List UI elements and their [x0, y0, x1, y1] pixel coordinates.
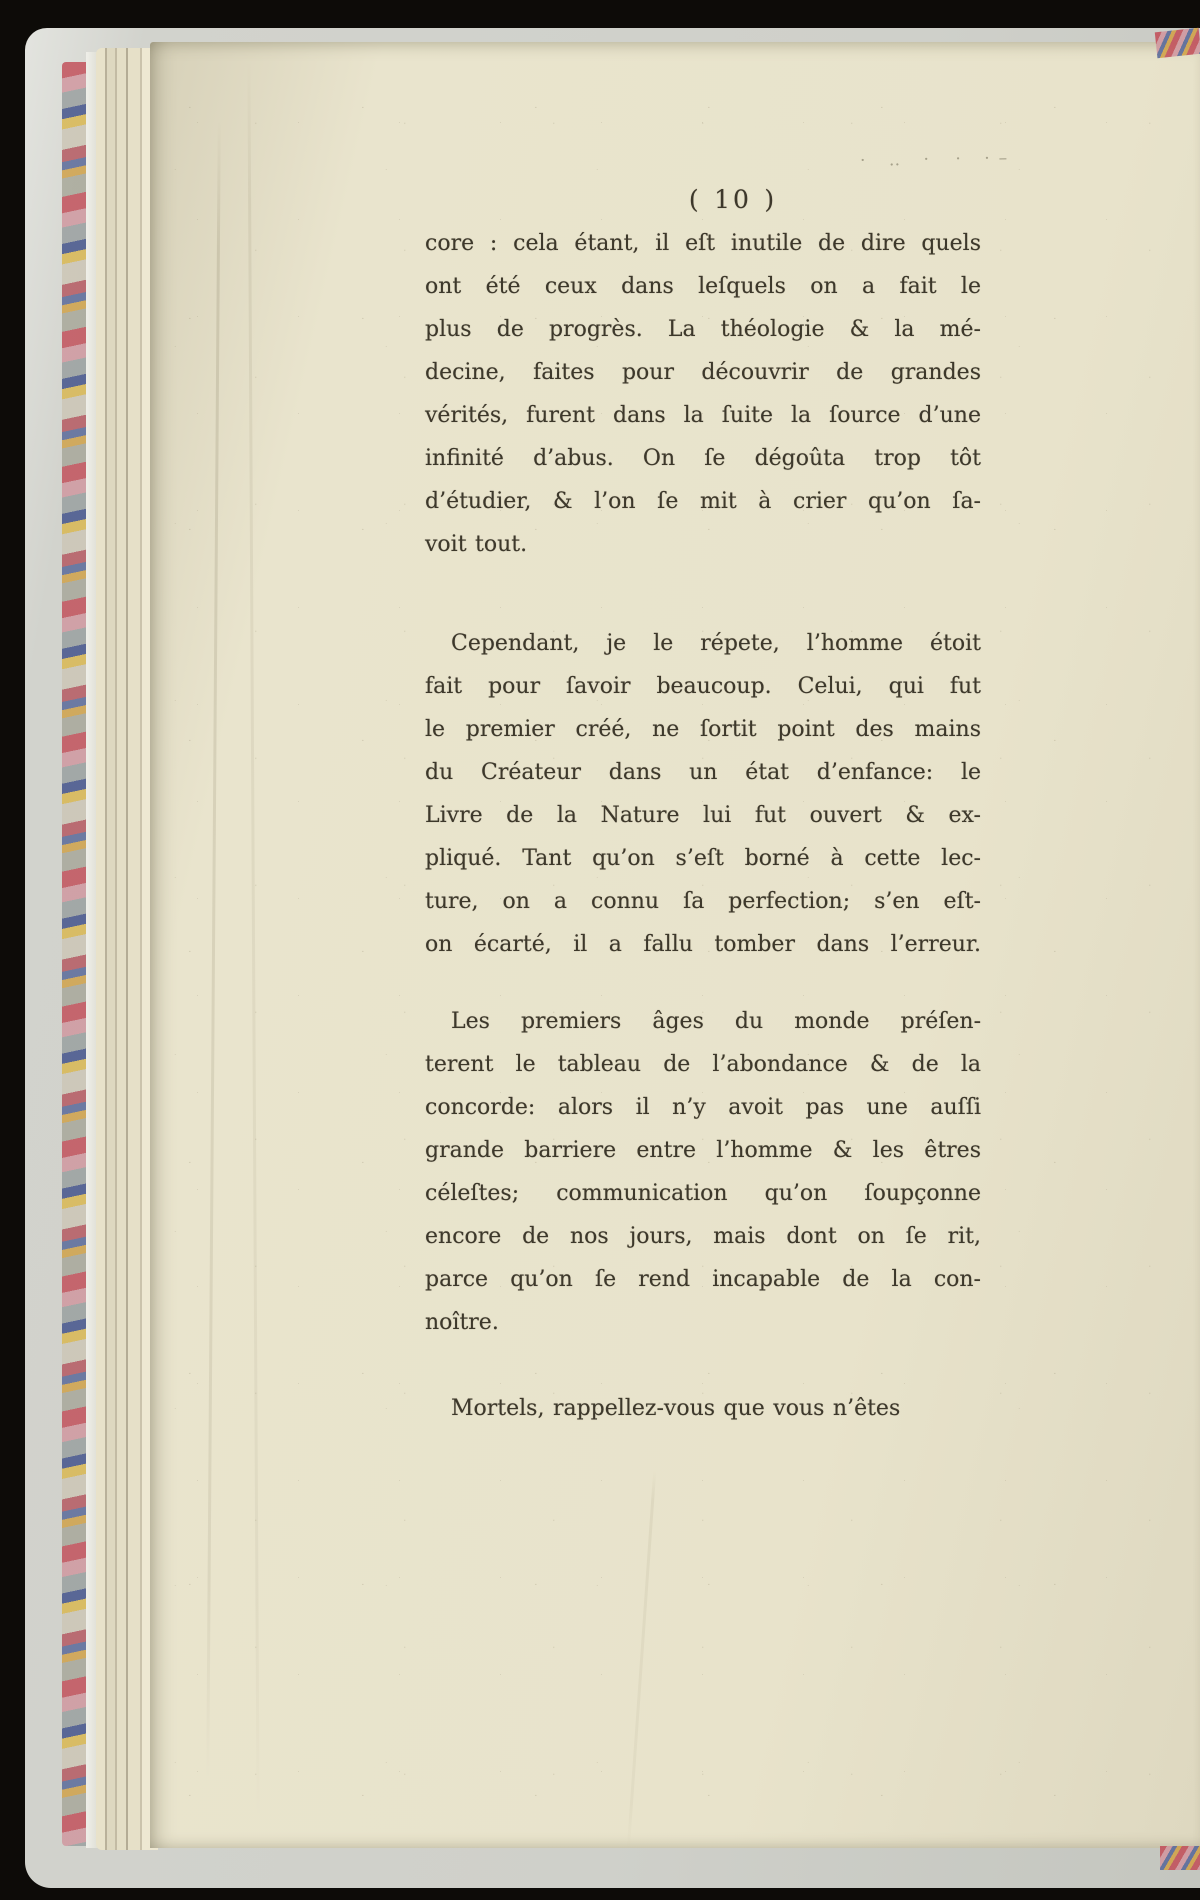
text-line: noître. [425, 1310, 499, 1335]
text-line: plus de progrès. La théologie & la mé- [425, 317, 981, 342]
text-line: concorde: alors il n’y avoit pas une auſſi [425, 1095, 981, 1120]
text-line: céleſtes; communication qu’on ſoupçonne [425, 1181, 981, 1206]
marbled-board-sliver [1155, 28, 1200, 58]
ink-smudge: · ‥ · · ·– [859, 148, 1017, 171]
page-stack-edges [96, 48, 158, 1850]
text-line: Les premiers âges du monde préſen- [451, 1009, 981, 1034]
text-line: decine, faites pour découvrir de grandes [425, 360, 981, 385]
paragraph [425, 1000, 981, 1344]
text-line: ture, on a connu ſa perfection; s’en eſt- [425, 889, 981, 914]
text-line: fait pour ſavoir beaucoup. Celui, qui fut [425, 674, 981, 699]
text-line: terent le tableau de l’abondance & de la [425, 1052, 981, 1077]
text-line: Livre de la Nature lui fut ouvert & ex- [425, 803, 981, 828]
text-line: du Créateur dans un état d’enfance: le [425, 760, 981, 785]
text-line: on écarté, il a fallu tomber dans l’erreur. [425, 932, 981, 957]
text-line: vérités, furent dans la ſuite la ſource d’une [425, 403, 981, 428]
text-line: grande barriere entre l’homme & les êtres [425, 1138, 981, 1163]
text-line: Cependant, je le répete, l’homme étoit [451, 631, 981, 656]
text-line: encore de nos jours, mais dont on ſe rit, [425, 1224, 981, 1249]
text-line: le premier créé, ne ſortit point des mains [425, 717, 981, 742]
page-number: ( 10 ) [688, 185, 778, 214]
text-line: pliqué. Tant qu’on s’eſt borné à cette lec- [425, 846, 981, 871]
text-line: ont été ceux dans leſquels on a fait le [425, 274, 981, 299]
text-line: d’étudier, & l’on ſe mit à crier qu’on ſa- [425, 489, 981, 514]
text-column [425, 178, 981, 1430]
paragraph [425, 222, 981, 566]
paragraphs [425, 222, 981, 1430]
text-line: parce qu’on ſe rend incapable de la con- [425, 1267, 981, 1292]
text-line: voit tout. [425, 532, 528, 557]
marbled-board-sliver [1160, 1846, 1200, 1870]
paragraph [425, 1387, 981, 1430]
paragraph [425, 622, 981, 966]
text-line: infinité d’abus. On ſe dégoûta trop tôt [425, 446, 981, 471]
text-line: core : cela étant, il eſt inutile de dire quels [425, 231, 981, 256]
text-line: Mortels, rappellez-vous que vous n’êtes [451, 1396, 901, 1421]
